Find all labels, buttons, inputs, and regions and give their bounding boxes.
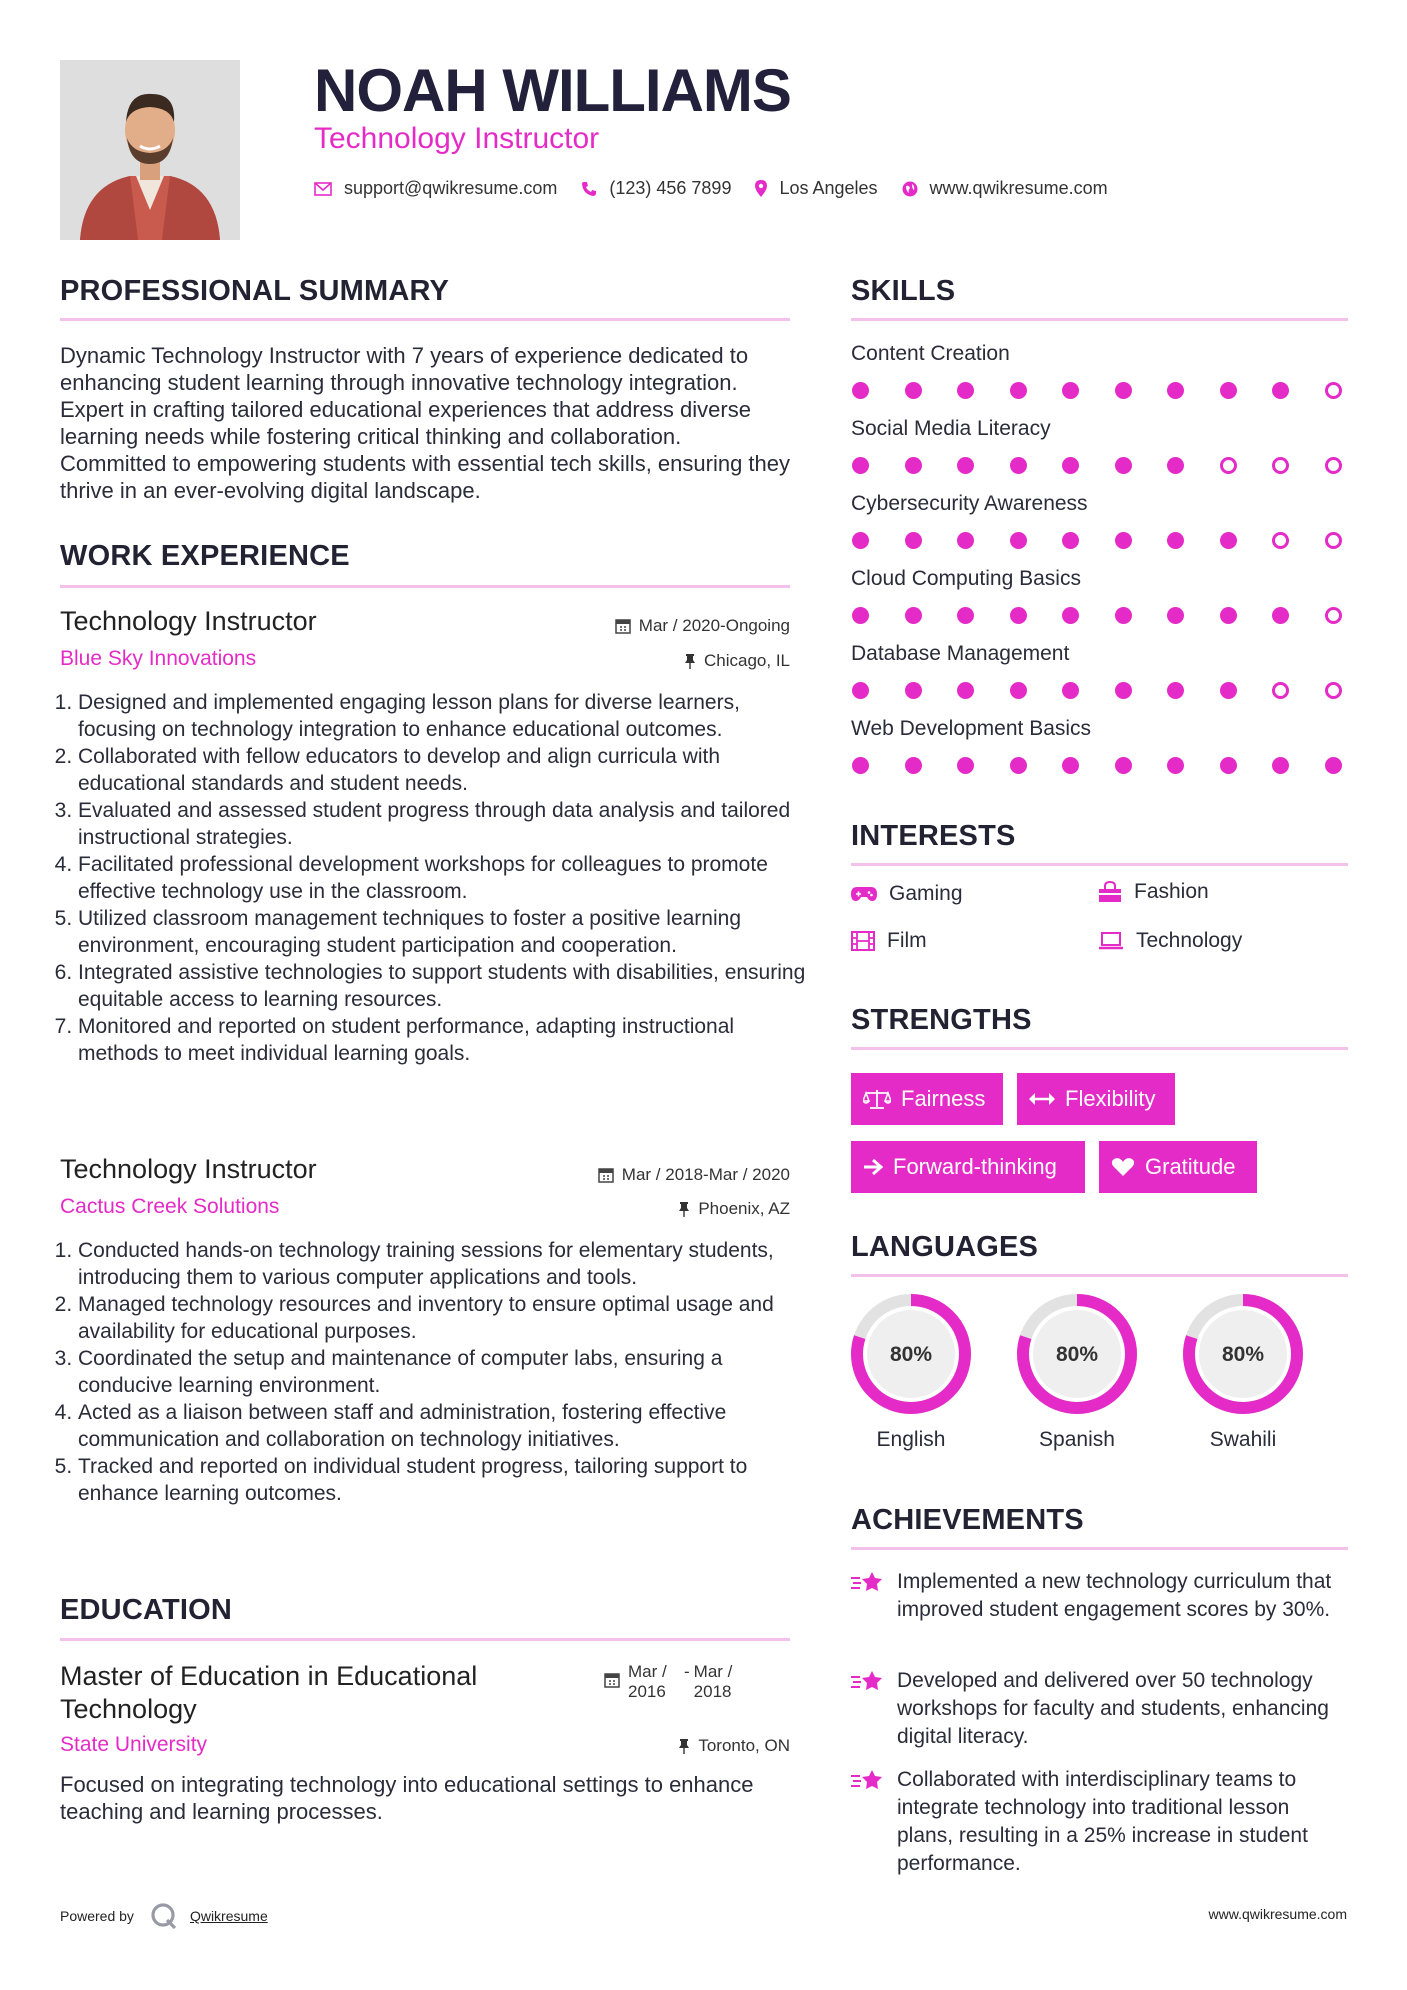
language-percent: 80% [1055,1343,1099,1366]
strength-tag-gratitude [1099,1141,1257,1193]
skill-name: Cybersecurity Awareness [851,492,1088,515]
rating-dot-filled [1062,532,1079,549]
language-gauge [849,1292,973,1421]
pushpin-icon [684,653,696,669]
candidate-name: NOAH WILLIAMS [314,57,791,124]
skill-name: Database Management [851,642,1070,665]
education-heading: EDUCATION [60,1594,233,1626]
language-name: Spanish [1039,1428,1115,1451]
skills-heading: SKILLS [851,275,956,307]
job-dates-text: Mar / 2020-Ongoing [638,616,790,635]
rating-dot-filled [1010,757,1027,774]
rating-dot-empty [1325,682,1342,699]
achievement-item [851,1667,1351,1751]
shooting-star-icon [851,1768,885,1878]
email-text: support@qwikresume.com [344,178,558,198]
rating-dot-filled [1167,757,1184,774]
website-text: www.qwikresume.com [929,178,1108,198]
rating-dot-filled [1115,607,1132,624]
strength-label: Forward-thinking [893,1154,1057,1179]
rating-dot-filled [852,682,869,699]
candidate-title: Technology Instructor [314,122,600,155]
rating-dot-filled [957,682,974,699]
rating-dot-filled [1272,382,1289,399]
shooting-star-icon [851,1669,885,1751]
strength-tag-flexibility [1017,1073,1175,1125]
language-gauge [1181,1292,1305,1421]
phone-icon [581,181,597,197]
interests-heading: INTERESTS [851,820,1016,852]
education-location-text: Toronto, ON [698,1736,790,1755]
rating-dot-filled [905,757,922,774]
rating-dot-filled [852,757,869,774]
rating-dot-filled [905,682,922,699]
rating-dot-filled [1010,532,1027,549]
list-item: 5. Utilized classroom management techniques to foster a positive learning environment, encouraging student participation and cooperation. [78,905,808,959]
achievement-text: Collaborated with interdisciplinary teams to integrate technology into traditional lesson plans, resulting in a 25% increase in student performance. [897,1768,1308,1875]
rating-dot-filled [1062,457,1079,474]
contact-phone[interactable] [581,178,731,199]
skill-rating [852,757,1342,774]
rating-dot-filled [852,382,869,399]
list-item: 1. Conducted hands-on technology training sessions for elementary students, introducing them to various computer applications and tools. [78,1237,808,1291]
rating-dot-filled [1115,757,1132,774]
language-ring [1181,1292,1305,1416]
list-item: 3. Coordinated the setup and maintenance of computer labs, ensuring a conducive learning environment. [78,1345,808,1399]
rating-dot-filled [1115,382,1132,399]
list-item: 7. Monitored and reported on student performance, adapting instructional methods to meet individual learning goals. [78,1013,808,1067]
strength-tag-fairness [851,1073,1003,1125]
summary-text: Dynamic Technology Instructor with 7 years of experience dedicated to enhancing student learning through innovative technology integration. Expert in crafting tailored educational experiences that address diverse learning needs while fostering critical thinking and collaboration. Committed to empowering students with essential tech skills, ensuring they thrive in an ever-evolving digital landscape. [60,343,791,503]
rating-dot-filled [957,382,974,399]
degree-title: Master of Education in Educational Technology [60,1661,478,1724]
map-pin-icon [755,180,767,197]
rating-dot-filled [1325,757,1342,774]
rating-dot-filled [1062,607,1079,624]
interest-item-gaming [851,882,963,906]
laptop-icon [1098,932,1124,950]
calendar-icon [615,618,631,634]
skill-name: Cloud Computing Basics [851,567,1081,590]
list-item: 5. Tracked and reported on individual student progress, tailoring support to enhance learning outcomes. [78,1453,808,1507]
interest-item-fashion [1098,880,1209,904]
strength-label: Fairness [901,1086,986,1111]
skill-name: Content Creation [851,342,1010,365]
location-text: Los Angeles [779,178,878,198]
list-item: 3. Evaluated and assessed student progress through data analysis and tailored instructional strategies. [78,797,808,851]
heart-icon [1111,1157,1135,1177]
rating-dot-filled [1220,757,1237,774]
list-item: 2. Collaborated with fellow educators to develop and align curricula with educational standards and student needs. [78,743,808,797]
rating-dot-filled [1115,532,1132,549]
rating-dot-filled [1010,607,1027,624]
education-description: Focused on integrating technology into educational settings to enhance teaching and learning processes. [60,1772,754,1824]
rating-dot-filled [1010,457,1027,474]
rating-dot-empty [1325,457,1342,474]
achievement-text: Implemented a new technology curriculum that improved student engagement scores by 30%. [897,1570,1332,1621]
rating-dot-filled [905,382,922,399]
skill-rating [852,382,1342,399]
gamepad-icon [851,886,877,902]
skills-divider [851,318,1348,321]
shopping-bag-icon [1098,881,1122,903]
rating-dot-empty [1325,607,1342,624]
arrow-right-icon [863,1158,883,1176]
job-dates [598,1165,790,1185]
language-name: English [876,1428,946,1451]
rating-dot-empty [1272,457,1289,474]
rating-dot-filled [1220,382,1237,399]
envelope-icon [314,182,332,196]
list-item: 4. Facilitated professional development workshops for colleagues to promote effective technology use in the classroom. [78,851,808,905]
pushpin-icon [678,1738,690,1754]
contact-location [755,178,877,199]
rating-dot-empty [1220,457,1237,474]
contact-email[interactable] [314,178,557,199]
rating-dot-filled [905,607,922,624]
calendar-icon [598,1167,614,1183]
education-end: Mar / 2018 [693,1662,733,1701]
strengths-heading: STRENGTHS [851,1004,1032,1036]
language-percent: 80% [889,1343,933,1366]
contact-website[interactable] [902,178,1108,199]
footer-website[interactable]: www.qwikresume.com [1208,1906,1347,1922]
strength-label: Flexibility [1065,1086,1156,1111]
language-gauge [1015,1292,1139,1421]
skill-rating [852,532,1342,549]
rating-dot-filled [957,757,974,774]
rating-dot-filled [852,532,869,549]
rating-dot-empty [1325,382,1342,399]
rating-dot-filled [1167,532,1184,549]
skill-rating [852,457,1342,474]
rating-dot-filled [1272,757,1289,774]
date-separator: - [684,1662,690,1681]
phone-text: (123) 456 7899 [609,178,732,198]
summary-heading: PROFESSIONAL SUMMARY [60,275,450,307]
rating-dot-filled [1062,757,1079,774]
job-location-text: Chicago, IL [704,651,790,670]
rating-dot-filled [1167,682,1184,699]
rating-dot-filled [1272,607,1289,624]
rating-dot-filled [905,457,922,474]
qwikresume-logo-icon [150,1902,178,1930]
shooting-star-icon [851,1570,885,1624]
job-company: Blue Sky Innovations [60,647,257,670]
rating-dot-filled [852,607,869,624]
skill-name: Social Media Literacy [851,417,1051,440]
balance-scale-icon [863,1088,891,1110]
achievement-text: Developed and delivered over 50 technology workshops for faculty and students, enhancing digital literacy. [897,1669,1329,1748]
experience-heading: WORK EXPERIENCE [60,540,350,572]
education-divider [60,1638,790,1641]
language-percent: 80% [1221,1343,1265,1366]
job-title: Technology Instructor [60,1154,317,1184]
job-location [684,651,790,671]
job-responsibilities [60,689,808,1067]
pushpin-icon [678,1201,690,1217]
experience-divider [60,585,790,588]
rating-dot-filled [852,457,869,474]
list-item: 1. Designed and implemented engaging lesson plans for diverse learners, focusing on technology integration to enhance educational outcomes. [78,689,808,743]
achievement-item [851,1766,1351,1878]
rating-dot-filled [1115,457,1132,474]
achievements-divider [851,1547,1348,1550]
job-company: Cactus Creek Solutions [60,1195,280,1218]
achievements-heading: ACHIEVEMENTS [851,1504,1084,1536]
rating-dot-filled [1010,682,1027,699]
job-responsibilities [60,1237,808,1507]
job-location [678,1199,790,1219]
rating-dot-filled [957,457,974,474]
skill-name: Web Development Basics [851,717,1092,740]
interest-item-film [851,929,927,953]
list-item: 4. Acted as a liaison between staff and administration, fostering effective communication and collaboration on technology initiatives. [78,1399,808,1453]
brand-link[interactable]: Qwikresume [189,1908,268,1924]
education-dates [604,1662,746,1702]
interest-item-technology [1098,929,1242,953]
strengths-divider [851,1047,1348,1050]
rating-dot-filled [1220,607,1237,624]
contact-bar [314,178,1132,199]
languages-divider [851,1274,1348,1277]
globe-icon [902,181,918,197]
arrows-horizontal-icon [1029,1092,1055,1106]
job-location-text: Phoenix, AZ [698,1199,790,1218]
job-title: Technology Instructor [60,606,317,636]
rating-dot-filled [1010,382,1027,399]
rating-dot-filled [1220,532,1237,549]
rating-dot-filled [1115,682,1132,699]
languages-heading: LANGUAGES [851,1231,1039,1263]
profile-photo [60,60,240,240]
language-ring [1015,1292,1139,1416]
interest-label: Technology [1136,929,1243,952]
strength-label: Gratitude [1145,1154,1236,1179]
rating-dot-filled [1062,682,1079,699]
skill-rating [852,682,1342,699]
summary-divider [60,318,790,321]
film-icon [851,931,875,951]
language-name: Swahili [1209,1428,1277,1451]
education-location [678,1736,790,1756]
interests-divider [851,863,1348,866]
strength-tag-forward-thinking [851,1141,1085,1193]
rating-dot-filled [1167,607,1184,624]
job-dates [615,616,790,636]
interest-label: Film [887,929,927,952]
rating-dot-filled [1220,682,1237,699]
skill-rating [852,607,1342,624]
job-dates-text: Mar / 2018-Mar / 2020 [621,1165,790,1184]
rating-dot-empty [1272,682,1289,699]
rating-dot-filled [957,607,974,624]
rating-dot-filled [1167,382,1184,399]
rating-dot-empty [1325,532,1342,549]
language-ring [849,1292,973,1416]
achievement-item [851,1568,1351,1624]
school-name: State University [60,1733,208,1756]
rating-dot-filled [905,532,922,549]
rating-dot-filled [957,532,974,549]
powered-by-text: Powered by [60,1908,134,1924]
education-start: Mar / 2016 [628,1662,667,1701]
list-item: 6. Integrated assistive technologies to support students with disabilities, ensuring equitable access to learning resources. [78,959,808,1013]
interest-label: Gaming [889,882,963,905]
interest-label: Fashion [1134,880,1209,903]
rating-dot-filled [1062,382,1079,399]
rating-dot-filled [1167,457,1184,474]
calendar-icon [604,1672,620,1688]
list-item: 2. Managed technology resources and inventory to ensure optimal usage and availability for educational purposes. [78,1291,808,1345]
rating-dot-empty [1272,532,1289,549]
footer-branding [60,1902,268,1930]
